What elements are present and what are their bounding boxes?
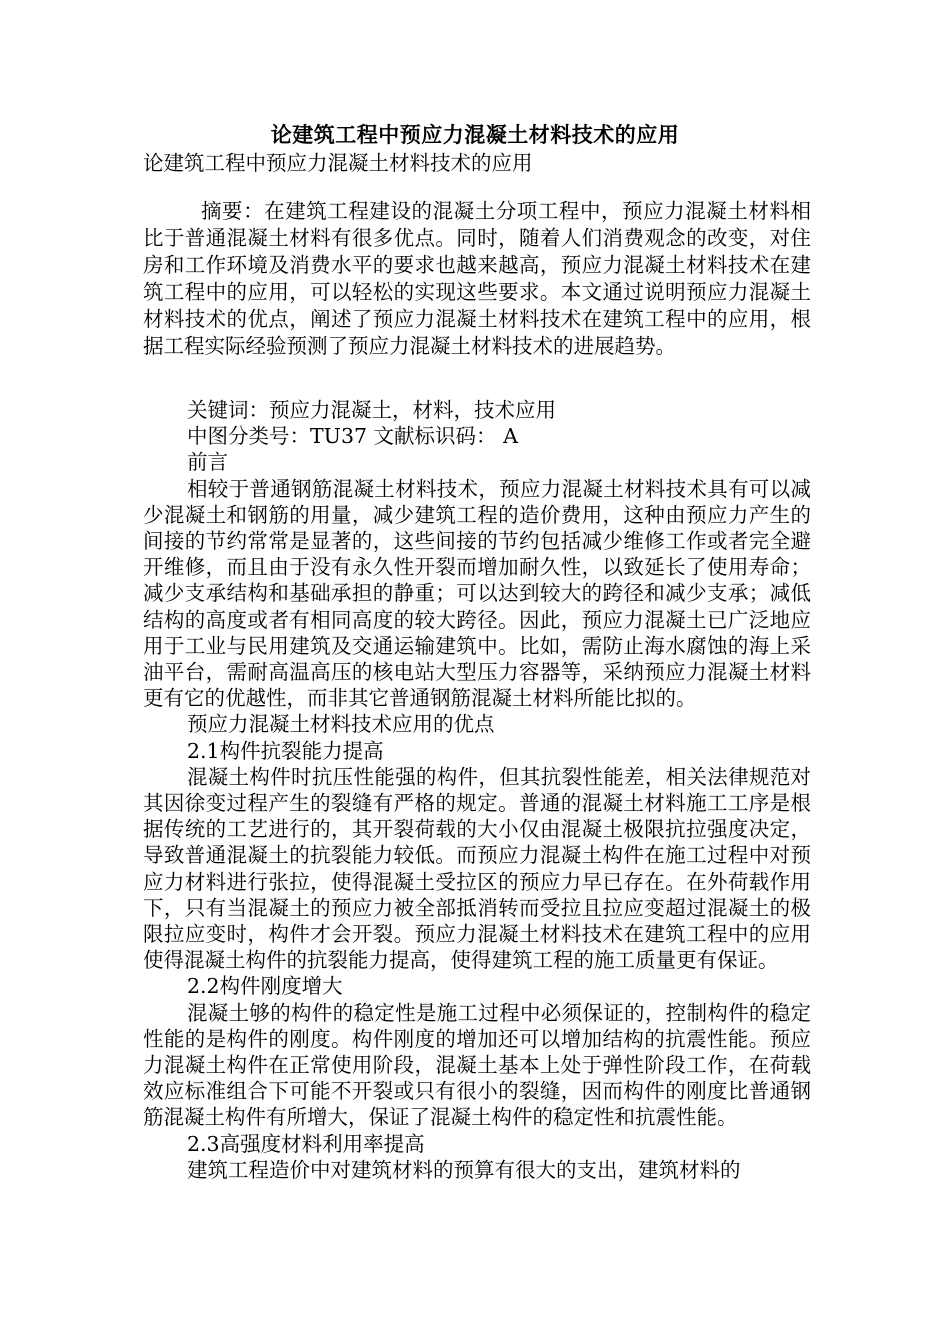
preface-heading: 前言 xyxy=(187,450,228,475)
classification-line: 中图分类号：TU37 文献标识码： A xyxy=(187,424,518,449)
subsection-paragraph-2-1: 混凝土构件时抗压性能强的构件，但其抗裂性能差，相关法律规范对其因徐变过程产生的裂缝有严格的规定。普通的混凝土材料施工工序是根据传统的工艺进行的，其开裂荷载的大小仅由混凝土极限抗拉强度决定，导致普通混凝土的抗裂能力较低。而预应力混凝土构件在施工过程中对预应力材料进行张拉，使得混凝土受拉区的预应力早已存在。在外荷载作用下，只有当混凝土的预应力被全部抵消转而受拉且拉应变超过混凝土的极限拉应变时，构件才会开裂。预应力混凝土材料技术在建筑工程中的应用使得混凝土构件的抗裂能力提高，使得建筑工程的施工质量更有保证。 xyxy=(143,764,811,973)
subsection-paragraph-2-2: 混凝土够的构件的稳定性是施工过程中必须保证的，控制构件的稳定性能的是构件的刚度。构件刚度的增加还可以增加结构的抗震性能。预应力混凝土构件在正常使用阶段，混凝土基本上处于弹性阶段工作，在荷载效应标准组合下可能不开裂或只有很小的裂缝，因而构件的刚度比普通钢筋混凝土构件有所增大，保证了混凝土构件的稳定性和抗震性能。 xyxy=(143,1000,811,1130)
subsection-paragraph-2-3: 建筑工程造价中对建筑材料的预算有很大的支出，建筑材料的 xyxy=(187,1157,741,1182)
abstract-paragraph: 摘要：在建筑工程建设的混凝土分项工程中，预应力混凝土材料相比于普通混凝土材料有很多优点。同时，随着人们消费观念的改变，对住房和工作环境及消费水平的要求也越来越高，预应力混凝土材料技术在建筑工程中的应用，可以轻松的实现这些要求。本文通过说明预应力混凝土材料技术的优点，阐述了预应力混凝土材料技术在建筑工程中的应用，根据工程实际经验预测了预应力混凝土材料技术的进展趋势。 xyxy=(143,199,811,358)
keywords-line: 关键词：预应力混凝土，材料，技术应用 xyxy=(187,398,556,422)
document-subtitle: 论建筑工程中预应力混凝土材料技术的应用 xyxy=(143,151,533,175)
document-title: 论建筑工程中预应力混凝土材料技术的应用 xyxy=(270,122,680,147)
subsection-heading-2-2: 2.2构件刚度增大 xyxy=(187,974,343,999)
subsection-heading-2-1: 2.1构件抗裂能力提高 xyxy=(187,738,384,763)
section-heading-advantages: 预应力混凝土材料技术应用的优点 xyxy=(187,712,495,737)
preface-paragraph: 相较于普通钢筋混凝土材料技术，预应力混凝土材料技术具有可以减少混凝土和钢筋的用量，减少建筑工程的造价费用，这种由预应力产生的间接的节约常常是显著的，这些间接的节约包括减少维修工作或者完全避开维修，而且由于没有永久性开裂而增加耐久性，以致延长了使用寿命；减少支承结构和基础承担的静重；可以达到较大的跨径和减少支承；减低结构的高度或者有相同高度的较大跨径。因此，预应力混凝土已广泛地应用于工业与民用建筑及交通运输建筑中。比如，需防止海水腐蚀的海上采油平台，需耐高温高压的核电站大型压力容器等，采纳预应力混凝土材料更有它的优越性，而非其它普通钢筋混凝土材料所能比拟的。 xyxy=(143,476,811,711)
document-body xyxy=(143,397,811,1183)
subsection-heading-2-3: 2.3高强度材料利用率提高 xyxy=(187,1131,425,1156)
